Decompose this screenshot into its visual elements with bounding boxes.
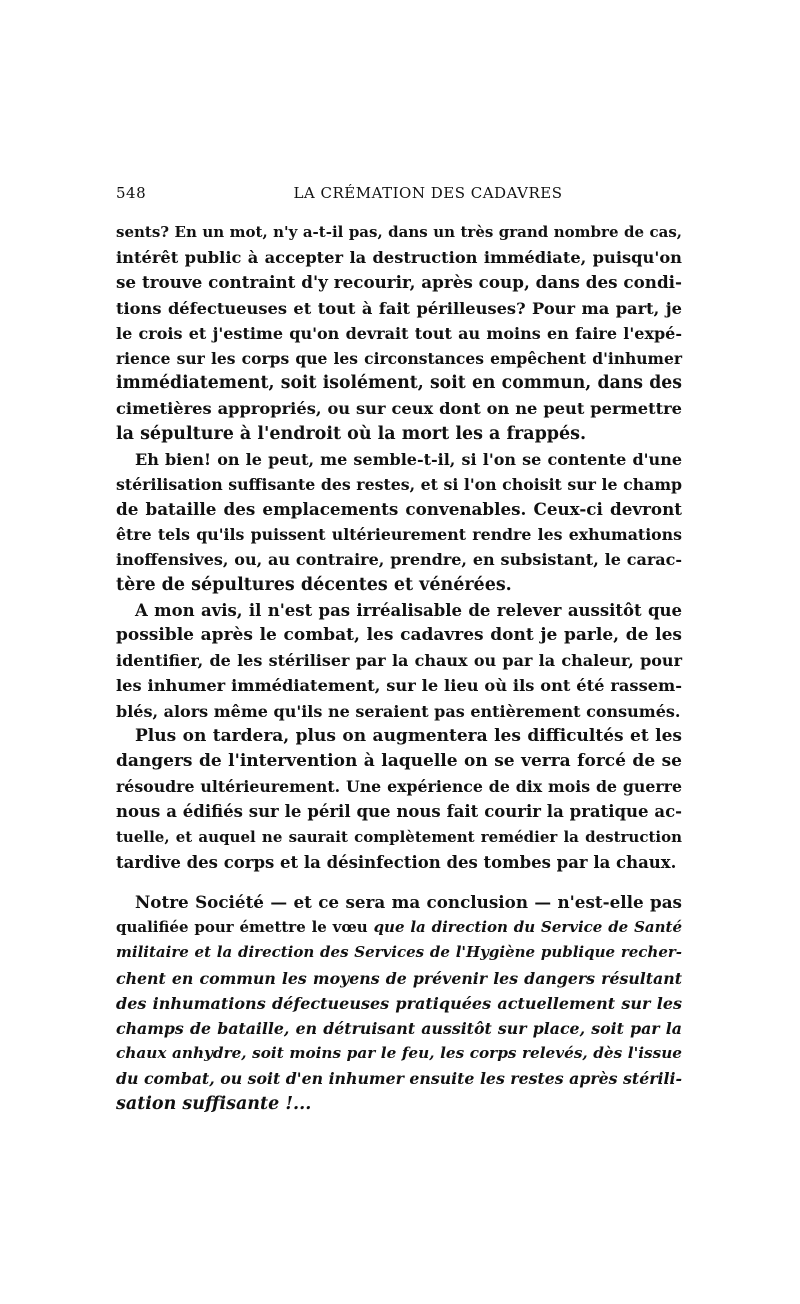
text-line: nous a édifiés sur le péril que nous fait courir la pratique ac- <box>116 802 682 822</box>
text-line: intérêt public à accepter la destruction immédiate, puisqu'on <box>116 248 682 268</box>
text-line: de bataille des emplacements convenables. Ceux-ci devront <box>116 499 682 520</box>
text-line: dangers de l'intervention à laquelle on se verra forcé de se <box>116 750 682 771</box>
text-line: cimetières appropriés, ou sur ceux dont on ne peut permettre <box>116 399 682 419</box>
text-line: inoffensives, ou, au contraire, prendre, en subsistant, le carac- <box>116 550 682 570</box>
text-line: Eh bien! on le peut, me semble-t-il, si l'on se contente d'une <box>135 449 682 469</box>
text-line: Plus on tardera, plus on augmentera les difficultés et les <box>135 725 682 746</box>
text-line: tuelle, et auquel ne saurait complètement remédier la destruction <box>116 827 682 846</box>
body-text <box>116 220 682 875</box>
running-head <box>116 184 700 206</box>
italic-run: que la direction du Service de Santé <box>373 918 682 937</box>
text-line: stérilisation suffisante des restes, et si l'on choisit sur le champ <box>116 474 682 494</box>
text-line: possible après le combat, les cadavres dont je parle, de les <box>116 625 682 645</box>
roman-run: qualifiée pour émettre le vœu <box>116 918 374 937</box>
text-line: les inhumer immédiatement, sur le lieu où ils ont été rassem- <box>116 676 682 696</box>
text-line: identifier, de les stériliser par la chaux ou par la chaleur, pour <box>116 651 682 671</box>
conclusion-text <box>116 890 682 1117</box>
text-line: rience sur les corps que les circonstances empêchent d'inhumer <box>116 348 682 368</box>
italic-line: militaire et la direction des Services de l'Hygiène publique recher- <box>116 943 682 962</box>
text-line: la sépulture à l'endroit où la mort les a frappés. <box>116 423 587 444</box>
text-line: sents? En un mot, n'y a-t-il pas, dans un très grand nombre de cas, <box>116 223 682 241</box>
text-line <box>116 915 682 940</box>
text-line: immédiatement, soit isolément, soit en commun, dans des <box>116 373 682 394</box>
running-title: LA CRÉMATION DES CADAVRES <box>293 184 563 202</box>
text-line: A mon avis, il n'est pas irréalisable de relever aussitôt que <box>135 600 682 620</box>
text-line: Notre Société — et ce sera ma conclusion — n'est-elle pas <box>135 892 682 912</box>
text-line: blés, alors même qu'ils ne seraient pas entièrement consumés. <box>116 701 681 721</box>
italic-line: du combat, ou soit d'en inhumer ensuite les restes après stérili- <box>116 1069 682 1089</box>
italic-line: champs de bataille, en détruisant aussitôt sur place, soit par la <box>116 1018 682 1038</box>
italic-line: chent en commun les moyens de prévenir les dangers résultant <box>116 968 682 988</box>
text-line: résoudre ultérieurement. Une expérience de dix mois de guerre <box>116 777 682 797</box>
italic-line: chaux anhydre, soit moins par le feu, les corps relevés, dès l'issue <box>116 1044 682 1063</box>
text-line: se trouve contraint d'y recourir, après coup, dans des condi- <box>116 272 682 293</box>
italic-line: des inhumations défectueuses pratiquées actuellement sur les <box>116 993 682 1013</box>
page-number: 548 <box>116 184 147 202</box>
text-line: être tels qu'ils puissent ultérieurement rendre les exhumations <box>116 525 682 545</box>
text-line: le crois et j'estime qu'on devrait tout au moins en faire l'expé- <box>116 323 682 343</box>
text-line: tardive des corps et la désinfection des tombes par la chaux. <box>116 852 677 872</box>
italic-line: sation suffisante !... <box>116 1093 312 1114</box>
text-line: tions défectueuses et tout à fait périlleuses? Pour ma part, je <box>116 298 682 318</box>
text-line: tère de sépultures décentes et vénérées. <box>116 574 512 595</box>
